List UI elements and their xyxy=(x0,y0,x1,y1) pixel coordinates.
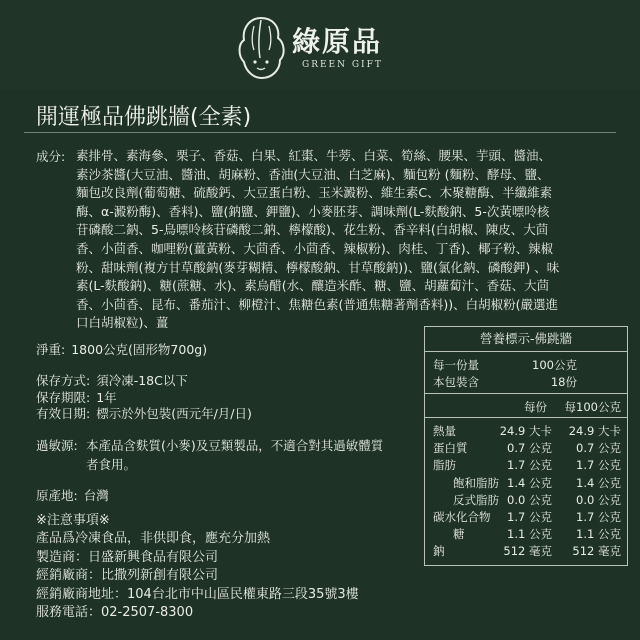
allergen-value: 本產品含麩質(小麥)及豆類製品，不適合對其過敏體質者食用。 xyxy=(86,438,384,472)
cabbage-mascot-icon xyxy=(232,12,290,82)
ingredients-text: 素排骨、素海參、栗子、香菇、白果、紅棗、牛蒡、白菜、筍絲、腰果、芋頭、醬油、素沙茶醬(大豆油、醬油、胡麻粉、香油(大豆油、白芝麻)、麵包粉 (麵粉、酵母、鹽、麵包改良劑(葡萄糖、硫酸鈣、大豆蛋白粉、玉米澱粉、維生素C、木聚糖酶、半纖維素酶、α-澱粉酶)、香料)、鹽(鈉鹽、鉀鹽)、小麥胚芽、調味劑(L-麩酸鈉、5-次黃嘌呤核苷磷酸二鈉、5-鳥嘌呤核苷磷酸二鈉、檸檬酸)、花生粉、香辛料(白胡椒、陳皮、大茴香、小茴香、咖哩粉(薑黃粉、大茴香、小茴香、辣椒粉)、肉桂、丁香)、椰子粉、辣椒粉、甜味劑(複方甘草酸鈉(麥芽糊精、檸檬酸鈉、甘草酸鈉))、鹽(氯化鈉、磷酸鉀) 、味素(L-麩酸鈉)、糖(蔗糖、水)、素烏醋(水、釀造米酢、糖、鹽、胡蘿蔔汁、香菇、大茴香、小茴香、昆布、番茄汁、柳橙汁、焦糖色素(普通焦糖著劑香料))、白胡椒粉(嚴選進口白胡椒粒)、薑 xyxy=(76,148,560,331)
brand-name-cn: 綠原品 xyxy=(292,25,383,58)
notes-heading: ※注意事項※ xyxy=(36,513,110,528)
nutrient-name: 反式脂肪 xyxy=(453,492,499,507)
service-phone: 服務電話：02-2507-8300 xyxy=(36,605,194,621)
origin-value: 台灣 xyxy=(83,488,109,503)
brand-name-en: GREEN GIFT xyxy=(302,60,383,70)
net-weight-value: 1800公克(固形物700g) xyxy=(71,342,208,357)
shelf-life-label: 保存期限: xyxy=(36,390,91,405)
nutrition-divider xyxy=(425,417,627,418)
nutrient-name: 熱量 xyxy=(433,424,456,438)
notes-block xyxy=(36,512,359,622)
distributor-address: 經銷廠商地址：104台北市中山區民權東路三段35號3樓 xyxy=(36,586,359,602)
nutrient-per-serving: 512 毫克 xyxy=(503,544,552,559)
nutrient-per-100g: 0.7 公克 xyxy=(576,441,621,456)
nutrient-per-100g: 1.1 公克 xyxy=(576,527,621,542)
nutrient-per-100g: 1.4 公克 xyxy=(576,475,621,490)
nutrient-per-serving: 1.4 公克 xyxy=(507,475,552,490)
nutrition-title: 營養標示-佛跳牆 xyxy=(425,327,627,352)
nutrient-per-100g: 1.7 公克 xyxy=(576,510,621,524)
distributor: 經銷廠商：比撒列新創有限公司 xyxy=(36,568,219,584)
nutrition-table xyxy=(424,326,628,566)
nutrient-name: 飽和脂肪 xyxy=(453,475,499,490)
col-per-serving-header: 每份 xyxy=(524,400,547,414)
servings-label: 本包裝含 xyxy=(433,375,479,389)
net-weight-label: 淨重: xyxy=(36,342,66,357)
expiry-label: 有效日期: xyxy=(36,406,91,421)
shelf-life-value: 1年 xyxy=(96,390,117,405)
nutrient-name: 蛋白質 xyxy=(433,441,468,456)
nutrition-divider xyxy=(425,393,627,394)
storage-label: 保存方式: xyxy=(36,373,91,388)
origin-label: 原產地: xyxy=(36,488,78,503)
nutrient-per-serving: 0.0 公克 xyxy=(507,492,552,507)
nutrient-name: 糖 xyxy=(453,527,465,542)
nutrient-per-serving: 0.7 公克 xyxy=(507,441,552,456)
expiry xyxy=(36,404,252,422)
nutrient-per-serving: 1.1 公克 xyxy=(507,527,552,542)
nutrient-per-100g: 0.0 公克 xyxy=(576,492,621,507)
expiry-value: 標示於外包裝(西元年/月/日) xyxy=(96,406,252,421)
nutrient-per-100g: 1.7 公克 xyxy=(576,458,621,473)
product-title: 開運極品佛跳牆(全素) xyxy=(36,105,252,130)
nutrient-per-serving: 24.9 大卡 xyxy=(499,424,552,438)
nutrient-per-serving: 1.7 公克 xyxy=(507,510,552,524)
manufacturer: 製造商：日盛新興食品有限公司 xyxy=(36,549,219,565)
col-per-100g-header: 每100公克 xyxy=(564,400,621,414)
storage xyxy=(36,371,188,389)
nutrient-name: 碳水化合物 xyxy=(433,510,491,524)
origin xyxy=(36,486,109,504)
servings-value: 18份 xyxy=(550,375,577,389)
nutrient-name: 脂肪 xyxy=(433,458,456,473)
allergen-label: 過敏源: xyxy=(36,438,78,453)
nutrient-per-100g: 24.9 大卡 xyxy=(568,424,621,438)
serving-size-label: 每一份量 xyxy=(433,358,479,372)
nutrient-per-100g: 512 毫克 xyxy=(572,544,621,559)
nutrient-name: 鈉 xyxy=(433,544,445,559)
brand-logo xyxy=(232,8,402,86)
notes-line: 產品爲冷凍食品，非供即食，應充分加熱 xyxy=(36,531,271,547)
ingredients-label: 成分: xyxy=(36,149,66,164)
storage-value: 須冷凍-18C以下 xyxy=(96,373,188,388)
title-divider xyxy=(24,132,616,133)
net-weight xyxy=(36,340,207,358)
nutrient-per-serving: 1.7 公克 xyxy=(507,458,552,473)
serving-size-value: 100公克 xyxy=(532,358,577,372)
